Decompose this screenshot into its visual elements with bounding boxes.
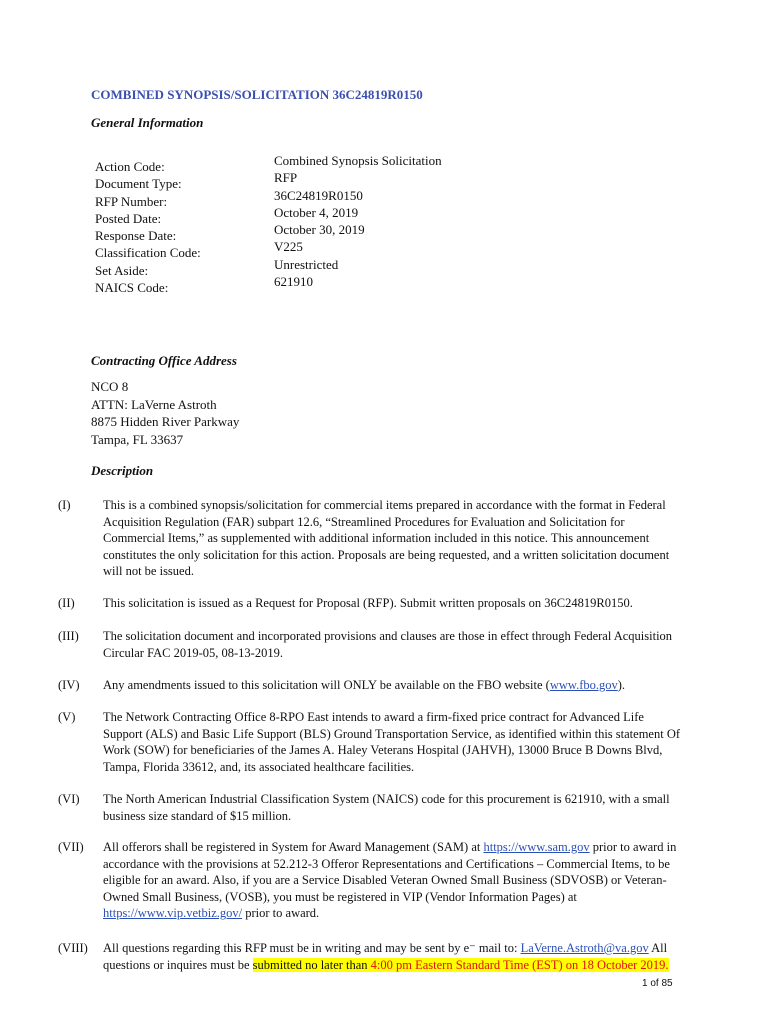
item-text-line: Tampa, Florida 33612, and, its associated healthcare facilities. [103, 759, 415, 774]
description-heading: Description [91, 463, 154, 478]
field-label-naics-code: NAICS Code: [95, 280, 169, 296]
field-value-response-date: October 30, 2019 [274, 222, 365, 238]
email-link[interactable]: LaVerne.Astroth@va.gov [520, 941, 649, 955]
field-label-action-code: Action Code: [95, 159, 165, 174]
item-text-line: will not be issued. [103, 564, 194, 579]
field-label-classification-code: Classification Code: [95, 245, 201, 261]
description-item-5 [58, 709, 748, 775]
item-text: Any amendments issued to this solicitation will ONLY be available on the FBO website ( [103, 678, 550, 692]
address-line: Tampa, FL 33637 [91, 431, 184, 447]
address-line: NCO 8 [91, 379, 129, 394]
field-value-document-type: RFP [274, 170, 298, 186]
item-text-line: business size standard of $15 million. [103, 808, 292, 823]
deadline-date-text: 4:00 pm Eastern Standard Time (EST) on 18 October 2019. [370, 957, 669, 972]
field-label-set-aside: Set Aside: [95, 262, 149, 278]
item-text-line: The solicitation document and incorporated provisions and clauses are those in effect through Federal Acquisition [103, 629, 673, 643]
item-text: questions or inquires must be [103, 957, 253, 972]
item-text-line: eligible for an award. Also, if you are a Service Disabled Veteran Owned Small Business (SDVOSB) or Veteran- [103, 873, 667, 888]
vip-vetbiz-link[interactable]: https://www.vip.vetbiz.gov/ [103, 906, 243, 921]
item-number: (VI) [58, 792, 80, 806]
contracting-office-address [91, 378, 239, 448]
item-text-line: Commercial Items,” as supplemented with additional information included in this notice. This announcement [103, 531, 650, 546]
item-text-line: The North American Industrial Classification System (NAICS) code for this procurement is 621910, with a small [103, 792, 670, 806]
item-text-line: accordance with the provisions at 52.212-3 Offeror Representations and Certifications – Commercial Items, to be [103, 856, 670, 871]
description-item-6 [58, 791, 748, 824]
item-text-line: Support (ALS) and Basic Life Support (BLS) Ground Transportation Service, as identified within this statement Of [103, 726, 681, 741]
description-item-8 [58, 940, 748, 973]
item-text-line: Work (SOW) for beneficiaries of the James A. Haley Veterans Hospital (JAHVH), 13000 Bruce B Downs Blvd, [103, 743, 663, 758]
field-value-action-code: Combined Synopsis Solicitation [274, 153, 442, 168]
description-item-2 [58, 595, 748, 612]
page-number: 1 of 85 [642, 978, 673, 989]
field-value-rfp-number: 36C24819R0150 [274, 187, 363, 203]
deadline-highlight [253, 958, 669, 972]
item-text-line: This is a combined synopsis/solicitation for commercial items prepared in accordance with the format in Federal [103, 498, 666, 512]
item-number: (IV) [58, 678, 80, 692]
item-text: All [648, 941, 668, 955]
field-label-response-date: Response Date: [95, 228, 177, 244]
item-text: prior to award in [589, 840, 677, 854]
item-number: (VII) [58, 840, 84, 854]
item-text-line: The Network Contracting Office 8-RPO East intends to award a firm-fixed price contract for Advanced Life [103, 710, 644, 724]
item-number: (V) [58, 710, 76, 724]
item-number: (II) [58, 596, 75, 610]
address-line: 8875 Hidden River Parkway [91, 414, 240, 429]
item-number: (VIII) [58, 941, 88, 955]
description-item-4 [58, 677, 748, 694]
item-number: (III) [58, 629, 79, 643]
item-text-line: Circular FAC 2019-05, 08-13-2019. [103, 645, 283, 660]
description-item-3 [58, 628, 748, 661]
field-value-posted-date: October 4, 2019 [274, 204, 359, 220]
item-text-line: Owned Small Business, (VOSB), you must be registered in VIP (Vendor Information Pages) at [103, 889, 577, 904]
field-label-rfp-number: RFP Number: [95, 193, 168, 209]
general-information-labels [95, 158, 201, 296]
sam-gov-link[interactable]: https://www.sam.gov [483, 840, 590, 854]
field-label-document-type: Document Type: [95, 176, 182, 192]
description-item-7 [58, 839, 748, 922]
page-title: COMBINED SYNOPSIS/SOLICITATION 36C24819R0150 [91, 87, 423, 102]
general-information-heading: General Information [91, 115, 204, 130]
item-text: ). [617, 678, 626, 692]
item-text: All offerors shall be registered in System for Award Management (SAM) at [103, 840, 484, 854]
field-value-classification-code: V225 [274, 239, 303, 255]
deadline-text: submitted no later than [252, 957, 371, 972]
field-value-naics-code: 621910 [274, 274, 313, 290]
address-line: ATTN: LaVerne Astroth [91, 396, 217, 412]
contracting-office-heading: Contracting Office Address [91, 353, 237, 368]
general-information-values [274, 152, 442, 290]
item-number: (I) [58, 498, 71, 512]
item-text: All questions regarding this RFP must be in writing and may be sent by e⁻ mail to: [103, 941, 521, 955]
item-text: prior to award. [242, 906, 320, 921]
fbo-website-link[interactable]: www.fbo.gov [549, 678, 618, 692]
item-text-line: This solicitation is issued as a Request for Proposal (RFP). Submit written proposals on 36C24819R0150. [103, 596, 633, 610]
item-text-line: Acquisition Regulation (FAR) subpart 12.6, “Streamlined Procedures for Evaluation and Solicitation for [103, 514, 625, 529]
item-text-line: constitutes the only solicitation for this action. Proposals are being requested, and a written solicitation document [103, 547, 670, 562]
field-value-set-aside: Unrestricted [274, 256, 339, 272]
description-item-1 [58, 497, 748, 580]
field-label-posted-date: Posted Date: [95, 210, 162, 226]
